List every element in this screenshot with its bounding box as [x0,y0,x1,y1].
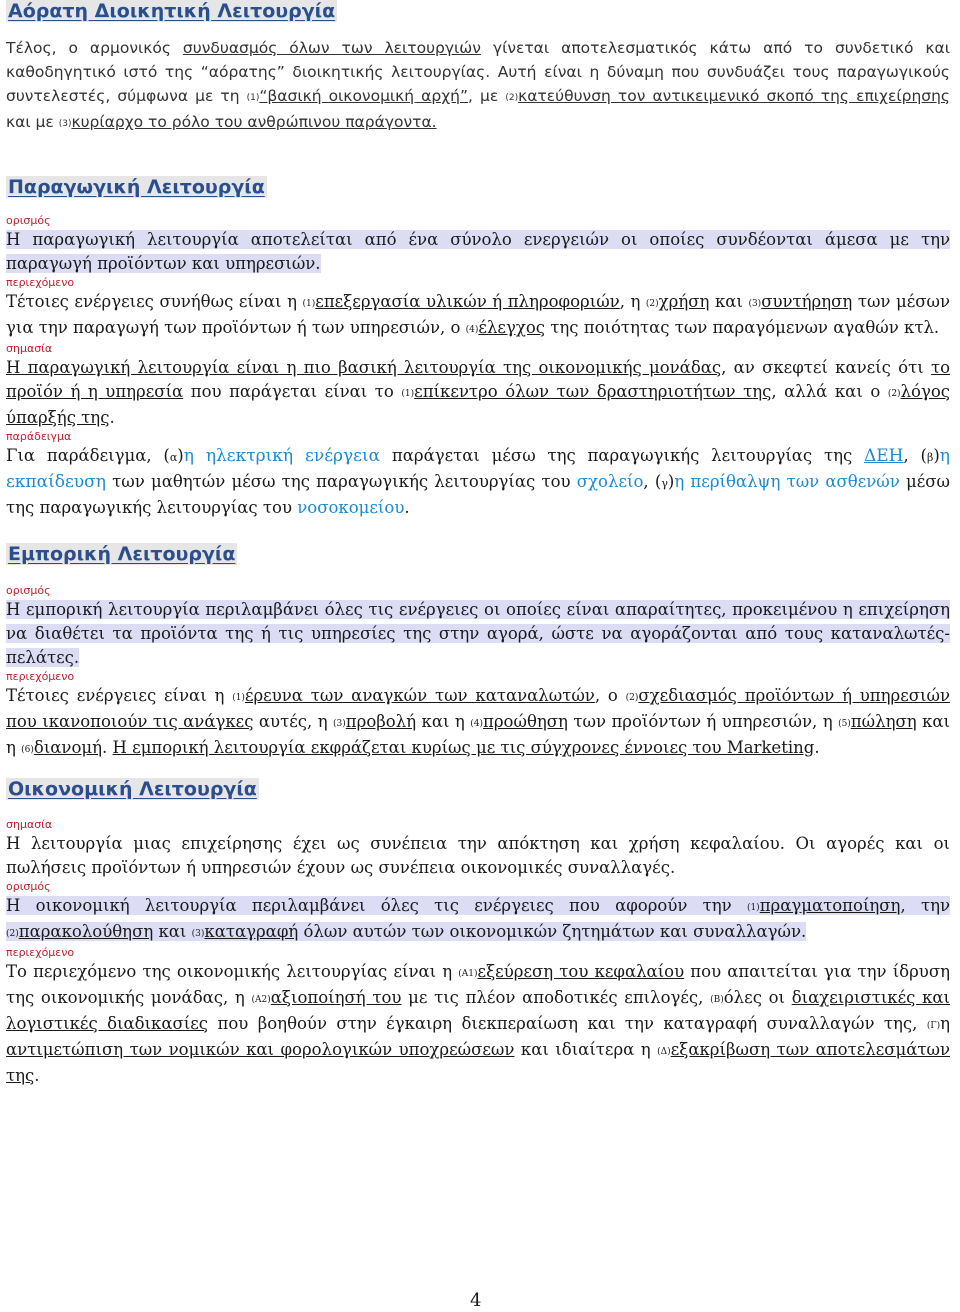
marker: (5) [838,719,851,729]
text: όλες οι [723,988,792,1007]
text-underlined: χρήση [658,292,710,311]
label-content: περιεχόμενο [6,946,75,959]
financial-meaning: Η λειτουργία μιας επιχείρησης έχει ως συνέπεια την απόκτηση και χρήση κεφαλαίου. Οι αγορές και οι πωλήσεις προϊόντων ή υπηρεσιών έχουν ως συνέπεια οικονομικές συναλλαγές. [6,834,950,877]
page-number: 4 [470,1290,482,1311]
marker: α [169,451,178,464]
production-meaning [6,356,950,430]
commercial-definition [6,598,950,670]
marker: (4) [465,325,479,335]
marker: β [927,451,934,464]
text-underlined: κυρίαρχο το ρόλο του ανθρώπινου παράγοντα. [71,113,437,131]
marker: (Δ) [657,1047,671,1057]
marker: (2) [6,929,19,939]
marker: (3) [748,299,762,309]
marker: (3) [191,929,205,939]
section-commercial [6,543,950,565]
label-meaning: σημασία [6,342,53,355]
text: Για παράδειγμα, ( [6,446,170,465]
marker: (2) [505,93,519,103]
text: Τέλος, ο αρμονικός [6,39,183,57]
label-content: περιεχόμενο [6,670,75,683]
commercial-body [6,584,950,762]
text-underlined: επεξεργασία υλικών ή πληροφοριών [315,292,620,311]
text-underlined: αντιμετώπιση των νομικών και φορολογικών υποχρεώσεων [6,1040,515,1059]
text: των μαθητών μέσω της παραγωγικής λειτουργίας του [105,472,577,491]
text: , αν σκεφτεί κανείς ότι [721,358,931,377]
text: και ιδιαίτερα η [514,1040,658,1059]
marker: (2) [625,693,639,703]
marker: (Γ) [926,1021,941,1031]
text-underlined: σχεδιασμός προϊόντων ή υπηρεσιών που ικανοποιούν τις ανάγκες [6,686,950,731]
text: Η οικονομική λειτουργία περιλαμβάνει όλες τις ενέργειες που αφορούν την [6,896,747,915]
marker: γ [661,477,668,490]
text-underlined: συντήρηση [761,292,853,311]
text-underlined: επίκεντρο όλων των δραστηριοτήτων της [414,382,772,401]
marker: (Α2) [251,995,271,1005]
section-financial [6,778,950,800]
text-blue: η περίθαλψη των ασθενών [674,472,900,491]
text: , ο [594,686,626,705]
text-underlined: προβολή [345,712,417,731]
text-underlined: αξιοποίησή του [270,988,402,1007]
text-highlighted: Η εμπορική λειτουργία περιλαμβάνει όλες τις ενέργειες οι οποίες είναι απαραίτητες, προκειμένου η επιχείρηση να διαθέτει τα προϊόντα της ή τις υπηρεσίες της στην αγορά, ώστε να αγοράζονται από τους καταναλωτές-πελάτες. [6,600,950,667]
text: . [814,738,820,757]
text: που βοηθούν στην έγκαιρη διεκπεραίωση και την καταγραφή συναλλαγών της, [208,1014,927,1033]
text: που απαιτείται για την ίδρυση της οικονομικής μονάδας, η [6,962,950,1007]
text: και [709,292,749,311]
text: με τις πλέον αποδοτικές επιλογές, [401,988,711,1007]
text: των μέσων για την παραγωγή των προϊόντων ή των υπηρεσιών, ο [6,292,951,337]
text-blue: η ηλεκτρική ενέργεια [183,446,381,466]
text: , αλλά και ο [771,382,888,401]
text-blue: ΔΕΗ [864,446,904,466]
text-underlined: συνδυασμός όλων των λειτουργιών [182,39,481,57]
marker: (2) [645,299,659,309]
marker: (1) [232,693,245,703]
production-example [6,444,950,520]
text-underlined: Η εμπορική λειτουργία εκφράζεται κυρίως με τις σύγχρονες έννοιες του Marketing [112,738,815,757]
text: . [34,1066,40,1085]
text: της ποιότητας των παραγόμενων αγαθών κτλ. [545,318,940,337]
heading-financial: Οικονομική Λειτουργία [8,778,257,800]
text-underlined: διαχειριστικές και λογιστικές διαδικασίες [6,988,951,1033]
text: και η [6,712,950,757]
text-underlined: κατεύθυνση τον αντικειμενικό σκοπό της επιχείρησης [518,87,951,105]
text: και [153,922,192,941]
financial-definition [6,894,950,946]
marker: (Α1) [458,969,478,979]
section-production [6,176,950,198]
text-blue: σχολείο [576,472,644,491]
text: . [102,738,113,757]
text-highlighted: Η παραγωγική λειτουργία αποτελείται από ένα σύνολο ενεργειών οι οποίες συνδέονται άμεσα με την παραγωγή προϊόντων και υπηρεσιών. [6,230,950,273]
label-definition: ορισμός [6,584,51,597]
marker: (4) [470,719,484,729]
heading-administrative: Αόρατη Διοικητική Λειτουργία [8,0,336,22]
text: που παράγεται είναι το [183,382,402,401]
text-underlined: προώθηση [483,712,568,731]
marker: (3) [58,119,72,129]
text: παράγεται μέσω της παραγωγικής λειτουργίας της [380,446,864,465]
text: Τέτοιες ενέργειες είναι η [6,686,233,705]
label-example: παράδειγμα [6,430,72,443]
production-content [6,290,950,342]
label-content: περιεχόμενο [6,276,75,289]
heading-commercial: Εμπορική Λειτουργία [8,543,236,565]
text-underlined: πραγματοποίηση [759,896,901,915]
marker: (2) [887,389,901,399]
marker: (1) [401,389,415,399]
financial-body [6,818,950,1088]
text-underlined: έλεγχος [478,318,545,337]
text: όλων αυτών των οικονομικών ζητημάτων και συναλλαγών. [298,922,807,941]
text-underlined: το προϊόν ή η υπηρεσία [6,358,950,401]
label-definition: ορισμός [6,880,51,893]
text: Το περιεχόμενο της οικονομικής λειτουργίας είναι η [6,962,459,981]
text: και με [6,113,59,131]
marker: (3) [333,719,346,729]
text: Τέτοιες ενέργειες συνήθως είναι η [6,292,303,311]
text: , την [900,896,950,915]
text-underlined: λόγος ύπαρξής της [6,382,950,427]
text-underlined: “βασική οικονομική αρχή” [259,87,469,105]
text: ) [177,446,184,465]
text-underlined: παρακολούθηση [18,922,154,941]
text: και η [416,712,471,731]
production-definition [6,228,950,276]
production-body [6,214,950,520]
marker: (6) [21,745,34,755]
marker: (1) [746,903,760,913]
text: των προϊόντων ή υπηρεσιών, η [567,712,839,731]
label-definition: ορισμός [6,214,51,227]
marker: (Β) [710,995,724,1005]
section-administrative [6,0,337,22]
text: ) [933,446,940,465]
text: η [940,1014,951,1033]
commercial-content [6,684,950,762]
text-underlined: εξακρίβωση των αποτελεσμάτων της [6,1040,951,1085]
text: , με [468,87,506,105]
marker: (1) [302,299,316,309]
paragraph-administrative [6,36,950,136]
label-meaning: σημασία [6,818,53,831]
text: , ( [643,472,662,491]
text-underlined: εξεύρεση του κεφαλαίου [477,962,685,981]
text-underlined: Η παραγωγική λειτουργία είναι η πιο βασική λειτουργία της οικονομικής μονάδας [6,358,722,377]
text: γίνεται αποτελεσματικός κάτω από το συνδετικό και καθοδηγητικό ιστό της “αόρατης” διοικητικής λειτουργίας. Αυτή είναι η δύναμη που συνδυάζει τους παραγωγικούς συντελεστές, σύμφωνα με τη [6,39,951,105]
text-blue: η εκπαίδευση [6,446,950,492]
text: . [404,498,410,517]
text: , η [619,292,646,311]
text: αυτές, η [253,712,334,731]
text-underlined: πώληση [850,712,917,731]
text: , ( [903,446,927,465]
text: ) [667,472,675,491]
marker: (1) [246,93,260,103]
text: . [109,408,115,427]
heading-production: Παραγωγική Λειτουργία [8,176,265,198]
text-underlined: διανομή [33,738,103,757]
text-underlined: καταγραφή [204,922,299,941]
text-underlined: έρευνα των αναγκών των καταναλωτών [244,686,595,705]
text: μέσω της παραγωγικής λειτουργίας του [6,472,951,517]
text-blue: νοσοκομείου [297,498,405,517]
financial-content [6,960,950,1088]
